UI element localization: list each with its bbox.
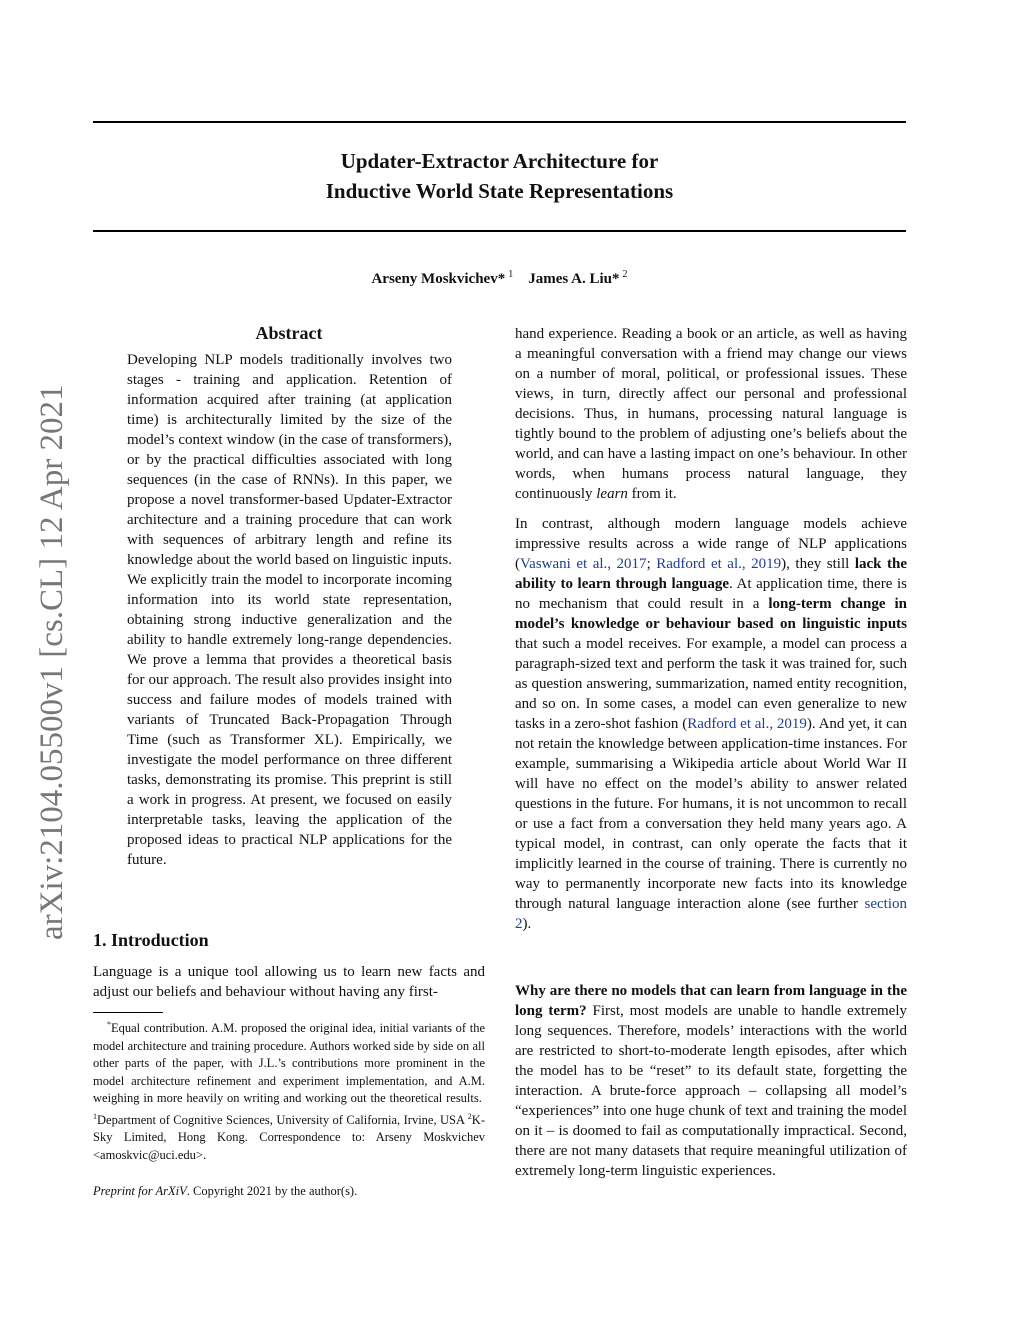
preprint-copyright: . Copyright 2021 by the author(s). — [186, 1184, 358, 1198]
paper-title-line-2: Inductive World State Representations — [325, 179, 674, 203]
citation-radford-2019-second[interactable]: Radford et al., 2019 — [687, 716, 807, 732]
affiliation-2: K-Sky Limited, Hong Kong. Correspondence to: Arseny Moskvichev <amoskvic@uci.edu>. — [93, 1112, 485, 1162]
arxiv-stamp — [30, 345, 75, 940]
arxiv-stamp-text: arXiv:2104.05500v1 [cs.CL] 12 Apr 2021 — [34, 384, 70, 940]
abstract-heading: Abstract — [255, 323, 323, 343]
paragraph-2-text-a: In contrast, although modern language models achieve impressive results across a wide range of NLP applications ( — [515, 516, 907, 572]
footnote-mark: * — [107, 1020, 111, 1029]
paragraph-2-text-e: ). And yet, it can not retain the knowledge between application-time instances. For example, summarising a Wikipedia article about World War II will have no effect on the model’s ability to answer related questions in the future. For humans, it is not uncommon to recall or use a fact from a conversation they held many years ago. A typical model, in contrast, can only operate the facts that it implicitly learned in the course of training. There is currently no way to permanently incorporate new facts into its knowledge through natural language interaction alone (see further — [515, 716, 907, 912]
paragraph-2-text-c: . At application time, there is no mechanism that could result in a — [515, 576, 907, 612]
introduction-text: Language is a unique tool allowing us to learn new facts and adjust our beliefs and behaviour without having any first- — [93, 964, 485, 1000]
top-rule — [93, 121, 906, 123]
affiliation-1: Department of Cognitive Sciences, University of California, Irvine, USA — [97, 1112, 465, 1127]
paragraph-3-text: First, most models are unable to handle extremely long sequences. Therefore, models’ interactions with the world are restricted to short-to-moderate length episodes, after which the model has to be “reset” to its default state, forgetting the interaction. A brute-force approach – collapsing all model’s “experiences” into one huge chunk of text and training the model on it – is doomed to fail as computationally impractical. Second, there are not many datasets that require meaningful utilization of extremely long-term linguistic experiences. — [515, 1003, 907, 1179]
right-column-paragraph-1 — [515, 324, 907, 504]
preprint-venue: Preprint for ArXiV — [93, 1184, 187, 1198]
paragraph-2-text-d: that such a model receives. For example, a model can process a paragraph-sized text and perform the task it was trained for, such as question answering, summarization, named entity recognition, and so on. In some cases, a model can even generalize to new tasks in a zero-shot fashion ( — [515, 636, 907, 732]
emphasis-learn: learn — [596, 486, 628, 502]
preprint-notice — [93, 1183, 357, 1200]
bold-long-term-change: long-term change in model’s knowledge or behaviour based on linguistic inputs — [515, 596, 907, 632]
author-2-affiliation: 2 — [622, 269, 628, 280]
footnote-rule — [93, 1012, 163, 1013]
section-heading-introduction: 1. Introduction — [93, 930, 209, 950]
author-2: James A. Liu* — [528, 271, 620, 287]
affiliation-2-mark: 2 — [467, 1111, 472, 1121]
citation-radford-2019[interactable]: Radford et al., 2019 — [656, 556, 782, 572]
footnote — [93, 1016, 485, 1164]
author-1: Arseny Moskvichev* — [371, 271, 506, 287]
right-column-paragraph-2 — [515, 514, 907, 934]
paragraph-1-text-a: hand experience. Reading a book or an article, as well as having a meaningful conversation with a friend may change our views on a number of moral, political, or professional issues. These views, in turn, directly affect our personal and professional decisions. Thus, in humans, processing natural language is tightly bound to the problem of adjusting one’s beliefs about the world, and can have a lasting impact on one’s behaviour. In other words, when humans process natural language, they continuously — [515, 326, 907, 502]
paragraph-1-text-b: from it. — [627, 486, 677, 502]
author-list — [93, 265, 906, 289]
section-2-link[interactable]: section 2 — [515, 896, 907, 932]
footnote-contribution: Equal contribution. A.M. proposed the original idea, initial variants of the model architecture and training procedure. Authors worked side by side on all other parts of the paper, with J.L.’s contributions more prominent in the model architecture refinement and experiment implementation, and A.M. weighing in more heavily on writing and working out the theoretical results. — [93, 1021, 485, 1106]
bottom-title-rule — [93, 230, 906, 232]
affiliation-1-mark: 1 — [93, 1111, 97, 1121]
citation-vaswani-2017[interactable]: Vaswani et al., 2017 — [520, 556, 647, 572]
right-column-paragraph-3 — [515, 981, 907, 1181]
paper-title-line-1: Updater-Extractor Architecture for — [340, 149, 659, 173]
paragraph-2-text-f: ). — [522, 916, 532, 932]
author-1-affiliation: 1 — [508, 269, 514, 280]
citation-separator: ; — [646, 556, 657, 572]
bold-lack-ability: lack the ability to learn through language — [515, 556, 908, 592]
abstract-text: Developing NLP models traditionally involves two stages - training and application. Retention of information acquired after training (at application time) is architecturally limited by the size of the model’s context window (in the case of transformers), or by the practical difficulties associated with long sequences (in the case of RNNs). In this paper, we propose a novel transformer-based Updater-Extractor architecture and a training procedure that can work with sequences of arbitrary length and refine its knowledge about the world based on linguistic inputs. We explicitly train the model to incorporate incoming information into its world state representation, obtaining strong inductive generalization and the ability to handle extremely long-range dependencies. We prove a lemma that provides a theoretical basis for our approach. The result also provides insight into success and failure modes of models trained with variants of Truncated Back-Propagation Through Time (such as Transformer XL). Empirically, we investigate the model performance on three different tasks, demonstrating its promise. This preprint is still a work in progress. At present, we focused on easily interpretable tasks, leaving the application of the proposed ideas to practical NLP applications for the future. — [127, 352, 452, 868]
paragraph-2-text-b: ), they still — [781, 556, 855, 572]
question-heading: Why are there no models that can learn from language in the long term? — [515, 983, 907, 1019]
